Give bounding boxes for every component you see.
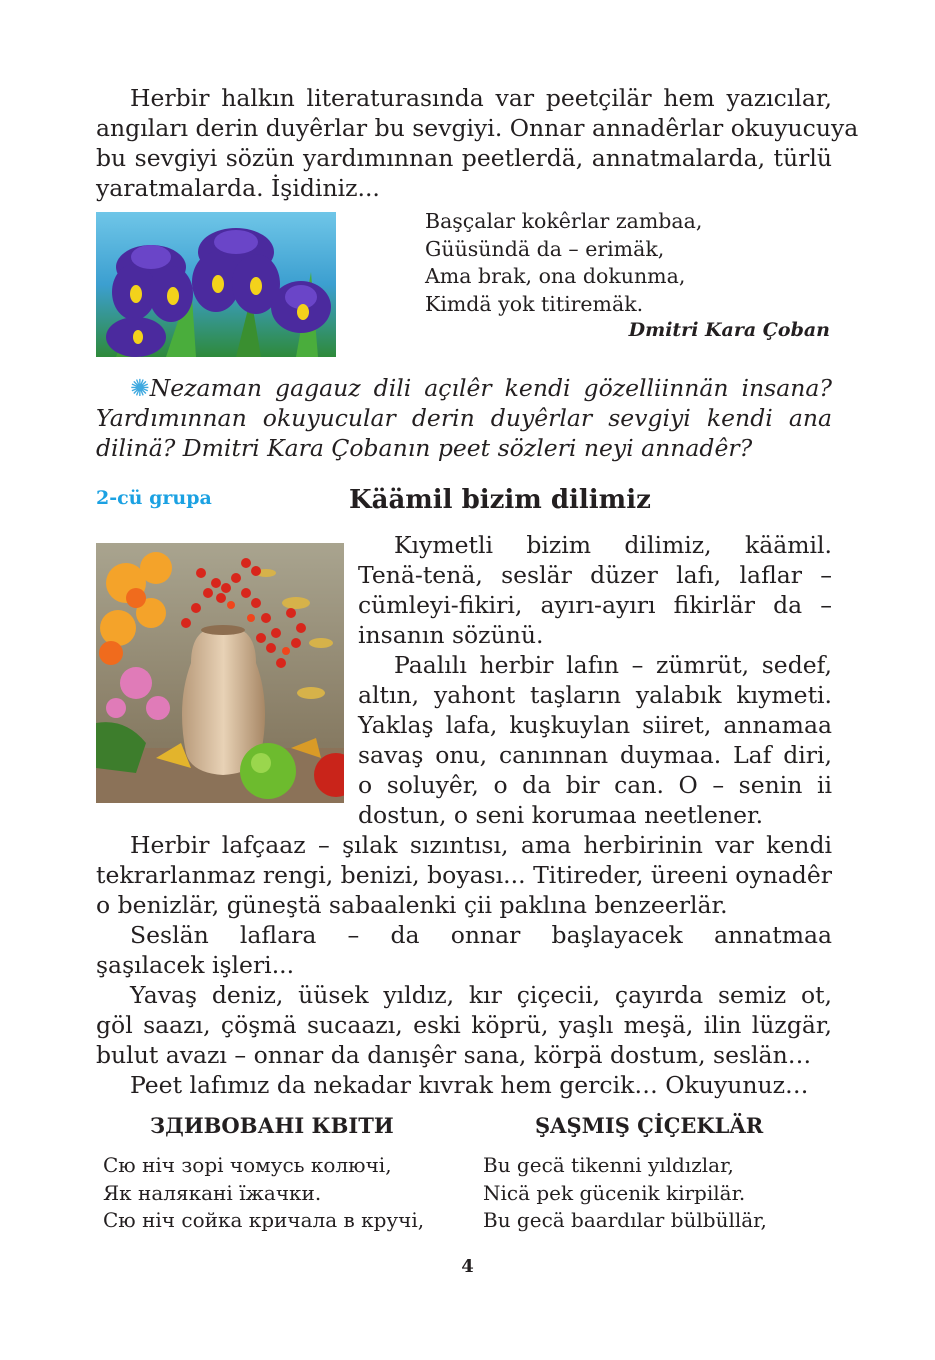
poem-line: Bu gecä tikenni yıldızlar, xyxy=(483,1153,734,1177)
text-line: insanın sözünü. xyxy=(358,621,544,649)
text-line: cümleyi-fikiri, ayırı-ayırı fikirlär da – xyxy=(358,591,832,619)
question-line-1: ✺Nezaman gagauz dili açılêr kendi gözelliinnän insana? xyxy=(130,374,832,402)
question-block xyxy=(96,373,832,463)
poem-line: Bu gecä baardılar bülbüllär, xyxy=(483,1208,767,1232)
text-line: savaş onu, canınnan duymaa. Laf diri, xyxy=(358,741,832,769)
poem-line: Nicä pek gücenik kirpilär. xyxy=(483,1180,746,1205)
iris-flowers-image xyxy=(96,212,336,357)
question-line: dilinä? Dmitri Kara Çobanın peet sözleri neyi annadêr? xyxy=(96,434,753,462)
paragraph-2 xyxy=(358,650,832,830)
poem-author: Dmitri Kara Çoban xyxy=(628,319,830,341)
text-line: angıları derin duyêrlar bu sevgiyi. Onnar annadêrlar okuyucuya xyxy=(96,114,859,142)
poem-stanza xyxy=(425,208,702,318)
poem-line: Сю ніч сойка кричала в кручі, xyxy=(103,1208,425,1232)
poem-ukrainian xyxy=(103,1152,424,1235)
text-line: Paalılı herbir lafın – zümrüt, sedef, xyxy=(394,651,832,679)
text-line: bu sevgiyi sözün yardımınnan peetlerdä, annatmalarda, türlü xyxy=(96,144,832,172)
poem-line: Сю ніч зорі чомусь колючі, xyxy=(103,1153,392,1177)
text-line: Herbir halkın literaturasında var peetçilär hem yazıcılar, xyxy=(130,84,832,112)
text-line: Tenä-tenä, seslär düzer lafı, laflar – xyxy=(358,561,832,589)
text-line: şaşılacek işleri... xyxy=(96,951,295,979)
text-line: dostun, o seni korumaa neetlener. xyxy=(358,801,764,829)
text-line: Yaklaş lafa, kuşkuylan siiret, annamaa xyxy=(358,711,832,739)
paragraph-3 xyxy=(96,830,832,920)
poem-title-ukrainian: ЗДИВОВАНІ КВІТИ xyxy=(150,1113,394,1138)
page-number: 4 xyxy=(461,1256,474,1277)
text-line: Kıymetli bizim dilimiz, käämil. xyxy=(394,531,832,559)
poem-line: Ama brak, ona dokunma, xyxy=(425,264,686,288)
text-line: o soluyêr, o da bir can. O – senin ii xyxy=(358,771,832,799)
text-line: yaratmalarda. İşidiniz... xyxy=(96,174,380,202)
text-line: Yavaş deniz, üüsek yıldız, kır çiçecii, çayırda semiz ot, xyxy=(130,981,832,1009)
text-line: tekrarlanmaz rengi, benizi, boyası... Titireder, üreeni oynadêr xyxy=(96,861,832,889)
paragraph-6 xyxy=(96,1070,832,1100)
text-line: göl saazı, çöşmä sucaazı, eski köprü, yaşlı meşä, ilin lüzgär, xyxy=(96,1011,832,1039)
poem-line: Як налякані їжачки. xyxy=(103,1180,322,1205)
paragraph-5 xyxy=(96,980,832,1070)
poem-gagauz xyxy=(483,1152,767,1235)
poem-title-gagauz: ŞAŞMIŞ ÇİÇEKLÄR xyxy=(535,1113,764,1138)
text-line: altın, yahont taşların yalabık kıymeti. xyxy=(358,681,832,709)
text-line: Seslän laflara – da onnar başlayacek annatmaa xyxy=(130,921,832,949)
poem-line: Başçalar kokêrlar zambaa, xyxy=(425,209,703,233)
poem-line: Güüsündä da – erimäk, xyxy=(425,236,665,261)
text-line: o benizlär, güneştä sabaalenki çii paklına benzeerlär. xyxy=(96,891,728,919)
intro-paragraph xyxy=(96,83,859,203)
text-line: Herbir lafçaaz – şılak sızıntısı, ama herbirinin var kendi xyxy=(130,831,832,859)
asterisk-icon: ✺ xyxy=(130,374,150,402)
autumn-flowers-image xyxy=(96,543,344,803)
group-label: 2-cü grupa xyxy=(96,487,212,509)
paragraph-4 xyxy=(96,920,832,980)
text-line: bulut avazı – onnar da danışêr sana, körpä dostum, seslän… xyxy=(96,1041,812,1069)
paragraph-1 xyxy=(358,530,832,650)
question-line: Yardımınnan okuyucular derin duyêrlar sevgiyi kendi ana xyxy=(96,404,832,432)
poem-line: Kimdä yok titiremäk. xyxy=(425,291,644,316)
text-line: Peet lafımız da nekadar kıvrak hem gercik… Okuyunuz… xyxy=(130,1071,809,1099)
section-title: Käämil bizim dilimiz xyxy=(349,485,651,515)
